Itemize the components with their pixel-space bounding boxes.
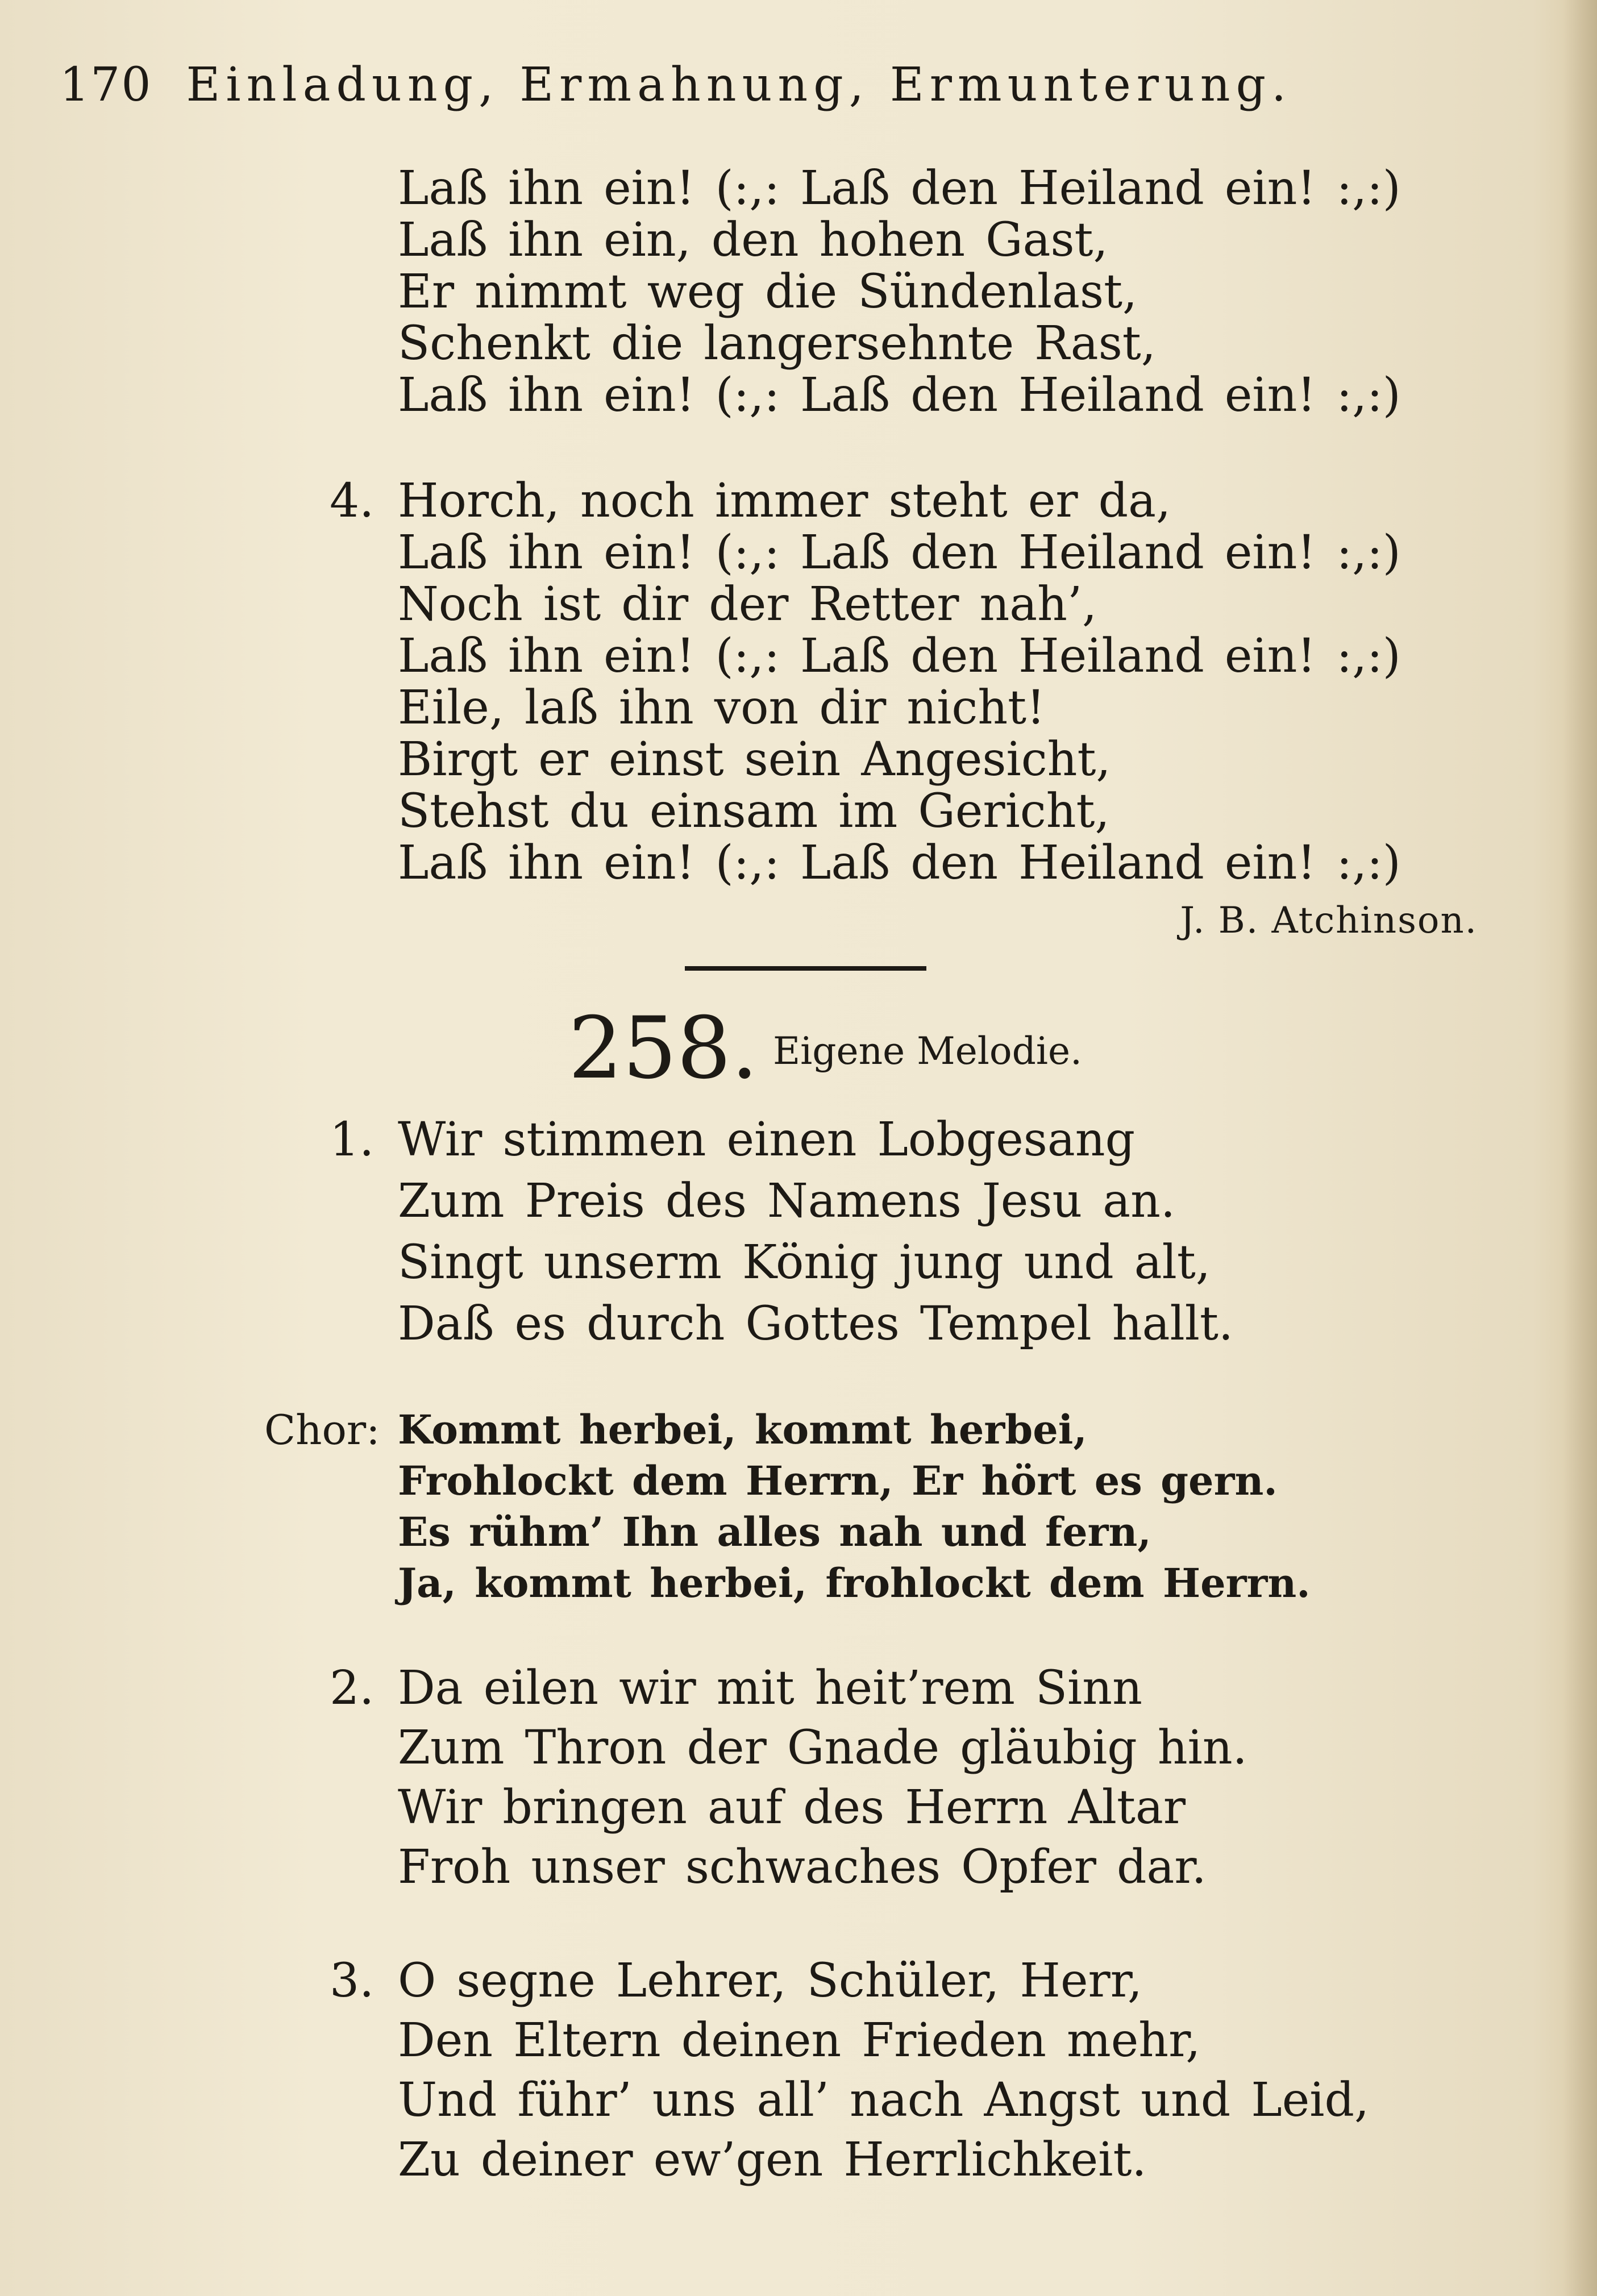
chorus-line-2: Frohlockt dem Herrn, Er hört es gern. (398, 1457, 1278, 1504)
prev-stanza4-line-2: Laß ihn ein! (:,: Laß den Heiland ein! :,:) (398, 526, 1401, 580)
hymn-divider (685, 966, 926, 971)
page-header (60, 54, 1424, 117)
stanza3-line-2: Den Eltern deinen Frieden mehr, (398, 2014, 1201, 2068)
page-edge-shadow (1563, 0, 1597, 2296)
prev-stanza4-line-3: Noch ist dir der Retter nah’, (398, 577, 1097, 631)
stanza2-number: 2. (330, 1661, 375, 1715)
prev-stanza3-line-3: Er nimmt weg die Sündenlast, (398, 265, 1138, 319)
section-title: Einladung, Ermahnung, Ermunterung. (186, 58, 1292, 112)
page-number: 170 (60, 58, 152, 112)
stanza2-line-3: Wir bringen auf des Herrn Altar (398, 1781, 1186, 1835)
stanza3-line-1: O segne Lehrer, Schüler, Herr, (398, 1954, 1142, 2008)
chorus-line-4: Ja, kommt herbei, frohlockt dem Herrn. (398, 1559, 1311, 1607)
stanza3-number: 3. (330, 1954, 375, 2008)
chorus-label: Chor: (264, 1406, 380, 1454)
hymn-number: 258. (568, 999, 758, 1098)
prev-stanza4-line-5: Eile, laß ihn von dir nicht! (398, 681, 1046, 735)
prev-stanza3-line-5: Laß ihn ein! (:,: Laß den Heiland ein! :,:) (398, 368, 1401, 422)
stanza1-line-1: Wir stimmen einen Lobgesang (398, 1113, 1136, 1167)
author-attribution: J. B. Atchinson. (1180, 900, 1478, 942)
stanza2-line-2: Zum Thron der Gnade gläubig hin. (398, 1721, 1247, 1775)
stanza2-line-4: Froh unser schwaches Opfer dar. (398, 1840, 1207, 1894)
stanza1-line-4: Daß es durch Gottes Tempel hallt. (398, 1297, 1233, 1351)
prev-stanza3-line-2: Laß ihn ein, den hohen Gast, (398, 213, 1108, 267)
prev-stanza4-number: 4. (330, 474, 375, 528)
prev-stanza3-line-1: Laß ihn ein! (:,: Laß den Heiland ein! :,:) (398, 161, 1401, 215)
chorus-line-1: Kommt herbei, kommt herbei, (398, 1406, 1087, 1453)
melody-note: Eigene Melodie. (773, 1029, 1083, 1073)
prev-stanza4-line-6: Birgt er einst sein Angesicht, (398, 733, 1111, 787)
prev-stanza4-line-1: Horch, noch immer steht er da, (398, 474, 1171, 528)
prev-stanza3-line-4: Schenkt die langersehnte Rast, (398, 317, 1156, 371)
stanza1-line-2: Zum Preis des Namens Jesu an. (398, 1174, 1176, 1228)
stanza3-line-3: Und führ’ uns all’ nach Angst und Leid, (398, 2073, 1370, 2127)
prev-stanza4-line-8: Laß ihn ein! (:,: Laß den Heiland ein! :,:) (398, 836, 1401, 890)
chorus-line-3: Es rühm’ Ihn alles nah und fern, (398, 1508, 1151, 1555)
stanza1-line-3: Singt unserm König jung und alt, (398, 1236, 1211, 1290)
stanza2-line-1: Da eilen wir mit heit’rem Sinn (398, 1661, 1142, 1715)
prev-stanza4-line-7: Stehst du einsam im Gericht, (398, 784, 1110, 838)
prev-stanza4-line-4: Laß ihn ein! (:,: Laß den Heiland ein! :,:) (398, 629, 1401, 683)
stanza3-line-4: Zu deiner ew’gen Herrlichkeit. (398, 2133, 1147, 2187)
stanza1-number: 1. (330, 1113, 375, 1167)
